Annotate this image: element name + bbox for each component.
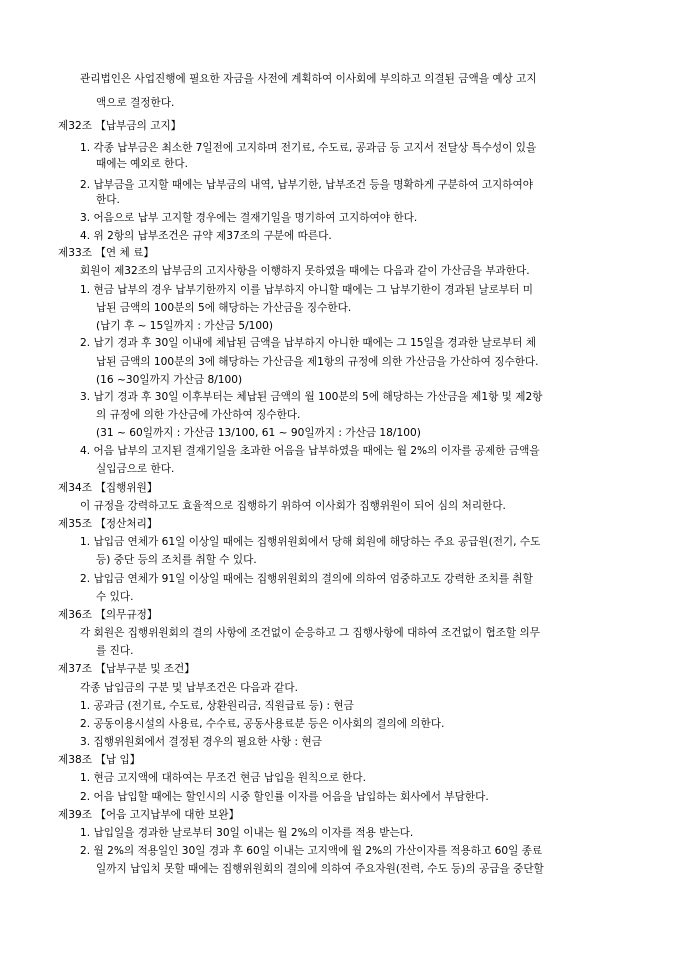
text-line: (31 ~ 60일까지 : 가산금 13/100, 61 ~ 90일까지 : 가산금 18/100)	[96, 427, 421, 439]
text-line: 2. 월 2%의 적용일인 30일 경과 후 60일 이내는 고지액에 월 2%의 가산이자를 적용하고 60일 종료	[80, 845, 543, 857]
text-line: (16 ~30일까지 가산금 8/100)	[96, 374, 243, 386]
text-line: 1. 현금 납부의 경우 납부기한까지 이를 납부하지 아니할 때에는 그 납부기한이 경과된 날로부터 미	[80, 284, 533, 296]
text-line: (납기 후 ~ 15일까지 : 가산금 5/100)	[96, 320, 274, 332]
text-line: 납된 금액의 100분의 5에 해당하는 가산금을 징수한다.	[96, 302, 352, 314]
article-heading: 제32조 【납부금의 고지】	[58, 120, 182, 132]
text-line: 각 회원은 집행위원회의 결의 사항에 조건없이 순응하고 그 집행사항에 대하여 조건없이 협조할 의무	[80, 627, 540, 639]
article-heading: 제37조 【납부구분 및 조건】	[58, 663, 195, 675]
text-line: 3. 집행위원회에서 결정된 경우의 필요한 사항 : 현금	[80, 736, 322, 748]
text-line: 3. 납기 경과 후 30일 이후부터는 체납된 금액의 월 100분의 5에 해당하는 가산금을 제1항 및 제2항	[80, 391, 543, 403]
text-line: 2. 어음 납입할 때에는 할인시의 시중 할인률 이자를 어음을 납입하는 회사에서 부담한다.	[80, 791, 489, 803]
article-heading: 제35조 【정산처리】	[58, 518, 158, 530]
text-line: 2. 납부금을 고지할 때에는 납부금의 내역, 납부기한, 납부조건 등을 명확하게 구분하여 고지하여야	[80, 179, 533, 191]
article-heading: 제38조 【납 입】	[58, 754, 141, 766]
text-line: 회원이 제32조의 납부금의 고지사항을 이행하지 못하였을 때에는 다음과 같이 가산금을 부과한다.	[80, 265, 530, 277]
text-line: 2. 공동이용시설의 사용료, 수수료, 공동사용료분 등은 이사회의 결의에 의한다.	[80, 718, 445, 730]
text-line: 를 진다.	[96, 645, 134, 657]
text-line: 1. 각종 납부금은 최소한 7일전에 고지하며 전기료, 수도료, 공과금 등 고지서 전달상 특수성이 있을	[80, 142, 537, 154]
text-line: 2. 납입금 연체가 91일 이상일 때에는 집행위원회의 결의에 의하여 엄중하고도 강력한 조치를 취할	[80, 573, 533, 585]
text-line: 1. 납입일을 경과한 날로부터 30일 이내는 월 2%의 이자를 적용 받는다.	[80, 827, 414, 839]
text-line: 1. 현금 고지액에 대하여는 무조건 현금 납입을 원칙으로 한다.	[80, 772, 367, 784]
text-line: 실입금으로 한다.	[96, 463, 175, 475]
text-line: 이 규정을 강력하고도 효율적으로 집행하기 위하여 이사회가 집행위원이 되어 심의 처리한다.	[80, 500, 506, 512]
article-heading: 제33조 【연 체 료】	[58, 247, 154, 259]
article-heading: 제36조 【의무규정】	[58, 609, 158, 621]
text-line: 한다.	[96, 194, 120, 206]
text-line: 4. 위 2항의 납부조건은 규약 제37조의 구분에 따른다.	[80, 230, 332, 242]
text-line: 의 규정에 의한 가산금에 가산하여 징수한다.	[96, 409, 301, 421]
text-line: 액으로 결정한다.	[96, 97, 175, 109]
text-line: 각종 납입금의 구분 및 납부조건은 다음과 같다.	[80, 682, 299, 694]
text-line: 관리법인은 사업진행에 필요한 자금을 사전에 계획하여 이사회에 부의하고 의결된 금액을 예상 고지	[80, 73, 537, 85]
text-line: 일까지 납입치 못할 때에는 집행위원회의 결의에 의하여 주요자원(전력, 수도 등)의 공급을 중단할	[96, 863, 544, 875]
text-line: 등) 중단 등의 조치를 취할 수 있다.	[96, 554, 257, 566]
article-heading: 제34조 【집행위원】	[58, 482, 158, 494]
text-line: 납된 금액의 100분의 3에 해당하는 가산금을 제1항의 규정에 의한 가산금을 가산하여 징수한다.	[96, 356, 539, 368]
text-line: 2. 납기 경과 후 30일 이내에 체납된 금액을 납부하지 아니한 때에는 그 15일을 경과한 날로부터 체	[80, 337, 536, 349]
text-line: 3. 어음으로 납부 고지할 경우에는 결재기일을 명기하여 고지하여야 한다.	[80, 212, 418, 224]
text-line: 1. 공과금 (전기료, 수도료, 상환원리금, 직원급료 등) : 현금	[80, 700, 354, 712]
text-line: 1. 납입금 연체가 61일 이상일 때에는 집행위원회에서 당해 회원에 해당하는 주요 공급원(전기, 수도	[80, 536, 541, 548]
text-line: 4. 어음 납부의 고지된 결재기일을 초과한 어음을 납부하였을 때에는 월 2%의 이자를 공제한 금액을	[80, 445, 540, 457]
article-heading: 제39조 【어음 고지납부에 대한 보완】	[58, 809, 240, 821]
text-line: 때에는 예외로 한다.	[96, 158, 188, 170]
text-line: 수 있다.	[96, 591, 134, 603]
